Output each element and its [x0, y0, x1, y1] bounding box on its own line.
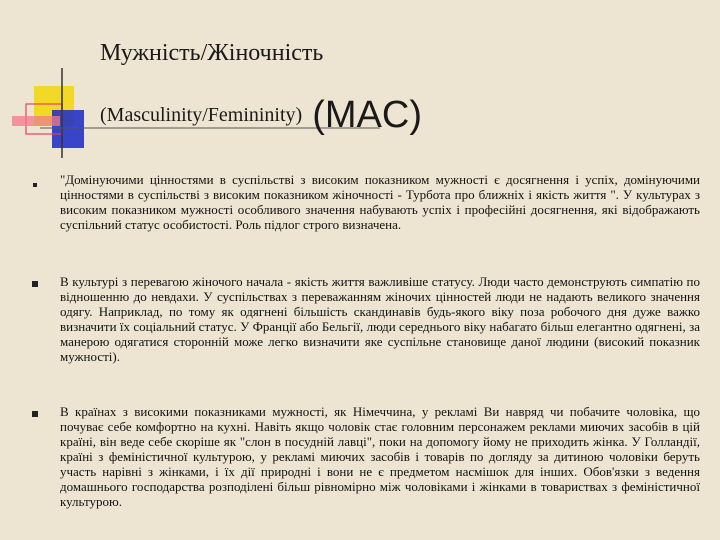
bullet-marker-2 [32, 281, 38, 287]
bullet-marker-1 [33, 183, 37, 187]
bullet-text-1: "Домінуючими цінностями в суспільстві з високим показником мужності є досягнення і успіх, домінуючими цінностями в суспільстві з високим показником жіночності - Турбота про ближніх і якість життя ". У культурах з високим показником мужності особливого значення набувають успіх і професійні досягнення, які відображають суспільний статус особистості. Роль підлог строго визначена. [60, 172, 700, 232]
title-line-2 [100, 88, 422, 136]
bullet-text-2: В культурі з перевагою жіночого начала - якість життя важливіше статусу. Люди часто демонструють симпатію по відношенню до невдахи. У суспільствах з переважанням жіночих цінностей люди не надають великого значення одягу. Наприклад, по тому як одягнені більшість скандинавів будь-якого віку поза робочого дня дуже важко визначити їх соціальний статус. У Франції або Бельгії, люди середнього віку набагато більш елегантно одягнені, за манерою одягатися сторонній може легко визначити яке суспільне становище даної людини (високий показник мужності). [60, 274, 700, 364]
bullet-text-3: В країнах з високими показниками мужності, як Німеччина, у рекламі Ви навряд чи побачите чоловіка, що почуває себе комфортно на кухні. Навіть якщо чоловік стає головним персонажем реклами миючих засобів в цій країні, він веде себе скоріше як "слон в посудній лавці", поки на допомогу йому не приходить жінка. У Голландії, країні з феміністичної культурою, у рекламі миючих засобів і товарів по догляду за дитиною чоловіки беруть участь нарівні з жінками, і їх дії природні і вони не є предметом насмішок для інших. Обов'язки з ведення домашнього господарства розподілені більш рівномірно між чоловіками і жінками в товариствах з феміністичної культурою. [60, 404, 700, 509]
title-english: (Masculinity/Femininity) [100, 104, 303, 126]
title-abbreviation: (MAC) [312, 94, 422, 136]
title-line-1: Мужність/Жіночність [100, 40, 324, 66]
bullet-marker-3 [32, 411, 38, 417]
